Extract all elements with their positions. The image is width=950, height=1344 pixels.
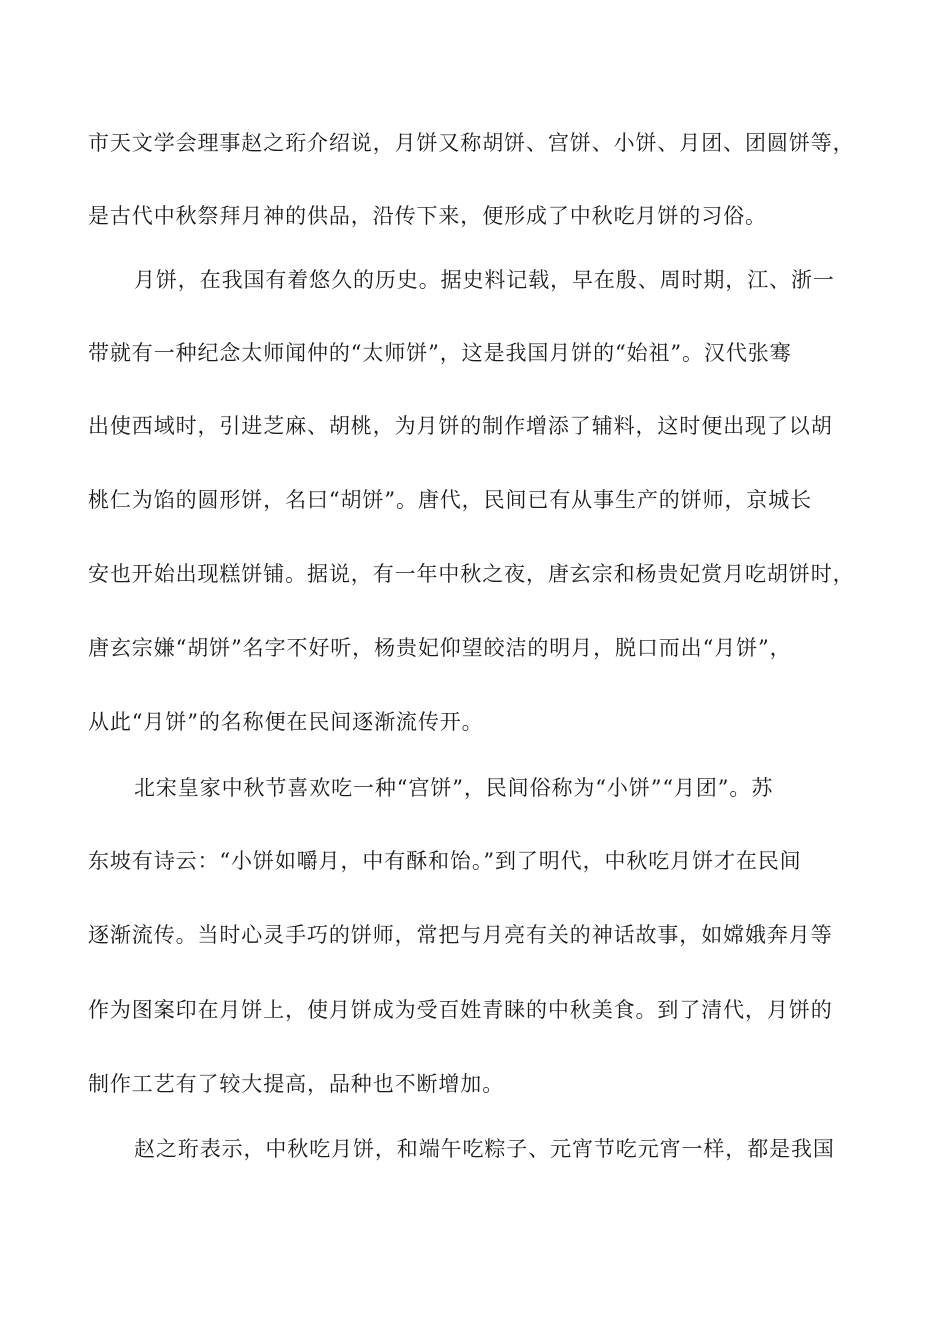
text-line-12: 逐渐流传。当时心灵手巧的饼师，常把与月亮有关的神话故事，如嫦娥奔月等 xyxy=(88,923,833,947)
text-line-13: 作为图案印在月饼上，使月饼成为受百姓青睐的中秋美食。到了清代，月饼的 xyxy=(88,998,833,1022)
text-line-3: 月饼，在我国有着悠久的历史。据史料记载，早在殷、周时期，江、浙一 xyxy=(134,268,835,292)
text-line-2: 是古代中秋祭拜月神的供品，沿传下来，便形成了中秋吃月饼的习俗。 xyxy=(88,204,767,228)
text-line-6: 桃仁为馅的圆形饼，名曰“胡饼”。唐代，民间已有从事生产的饼师，京城长 xyxy=(88,488,813,512)
text-line-15: 赵之珩表示，中秋吃月饼，和端午吃粽子、元宵节吃元宵一样，都是我国 xyxy=(134,1137,835,1161)
text-line-4: 带就有一种纪念太师闻仲的“太师饼”，这是我国月饼的“始祖”。汉代张骞 xyxy=(88,341,792,365)
text-line-8: 唐玄宗嫌“胡饼”名字不好听，杨贵妃仰望皎洁的明月，脱口而出“月饼”， xyxy=(88,636,792,660)
text-line-7: 安也开始出现糕饼铺。据说，有一年中秋之夜，唐玄宗和杨贵妃赏月吃胡饼时， xyxy=(88,562,855,586)
text-line-14: 制作工艺有了较大提高，品种也不断增加。 xyxy=(88,1072,505,1096)
text-line-9: 从此“月饼”的名称便在民间逐渐流传开。 xyxy=(88,710,484,734)
text-line-11: 东坡有诗云：“小饼如嚼月，中有酥和饴。”到了明代，中秋吃月饼才在民间 xyxy=(88,849,802,873)
text-line-5: 出使西域时，引进芝麻、胡桃，为月饼的制作增添了辅料，这时便出现了以胡 xyxy=(88,414,833,438)
text-line-1: 市天文学会理事赵之珩介绍说，月饼又称胡饼、宫饼、小饼、月团、团圆饼等， xyxy=(88,131,855,155)
text-line-10: 北宋皇家中秋节喜欢吃一种“宫饼”，民间俗称为“小饼”“月团”。苏 xyxy=(134,776,774,800)
